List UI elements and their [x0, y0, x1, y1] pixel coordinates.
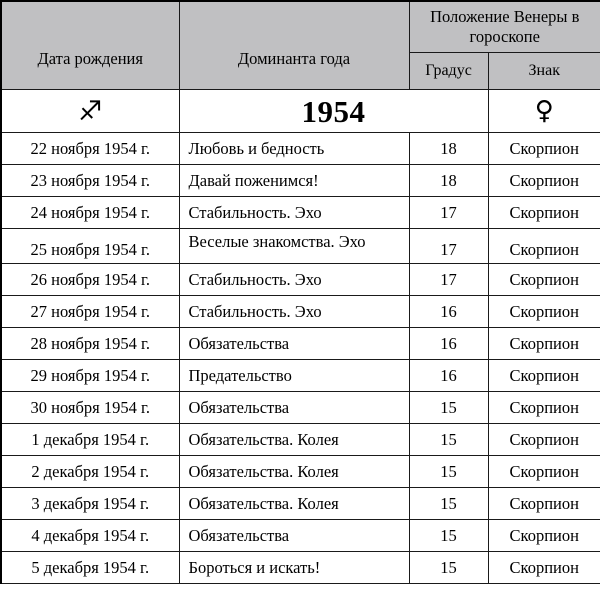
table-header: [1, 1, 600, 90]
cell-birth-date: 1 декабря 1954 г.: [1, 424, 179, 456]
cell-degree: 17: [409, 197, 488, 229]
table-row: [1, 296, 600, 328]
cell-sign: Скорпион: [488, 456, 600, 488]
planet-symbol-cell: [488, 90, 600, 133]
cell-sign: Скорпион: [488, 488, 600, 520]
cell-degree: 16: [409, 328, 488, 360]
cell-birth-date: 22 ноября 1954 г.: [1, 133, 179, 165]
cell-dominant: Бороться и искать!: [179, 552, 409, 584]
cell-dominant: Обязательства. Колея: [179, 488, 409, 520]
column-header-dominant-label: Доминанта года: [237, 48, 351, 68]
cell-birth-date: 26 ноября 1954 г.: [1, 264, 179, 296]
cell-birth-date: 29 ноября 1954 г.: [1, 360, 179, 392]
cell-birth-date: 23 ноября 1954 г.: [1, 165, 179, 197]
year-band-row: [1, 90, 600, 133]
table-row: [1, 392, 600, 424]
cell-dominant: Стабильность. Эхо: [179, 264, 409, 296]
cell-birth-date: 3 декабря 1954 г.: [1, 488, 179, 520]
venus-icon: ♀: [534, 96, 554, 126]
table-row: [1, 456, 600, 488]
cell-degree: 18: [409, 165, 488, 197]
table-row: [1, 424, 600, 456]
cell-birth-date: 2 декабря 1954 г.: [1, 456, 179, 488]
column-header-dominant: [179, 1, 409, 90]
header-row-top: [1, 1, 600, 53]
year-band: [1, 90, 600, 133]
cell-dominant: Обязательства: [179, 520, 409, 552]
cell-sign: Скорпион: [488, 424, 600, 456]
column-header-degree-label: Градус: [425, 61, 472, 79]
table-row: [1, 229, 600, 264]
cell-degree: 15: [409, 552, 488, 584]
cell-dominant: Стабильность. Эхо: [179, 197, 409, 229]
cell-sign: Скорпион: [488, 328, 600, 360]
column-header-venus-group: [409, 1, 600, 53]
table-row: [1, 133, 600, 165]
cell-birth-date: 24 ноября 1954 г.: [1, 197, 179, 229]
cell-degree: 17: [409, 229, 488, 264]
cell-birth-date: 4 декабря 1954 г.: [1, 520, 179, 552]
column-header-birth-date: [1, 1, 179, 90]
cell-dominant: Предательство: [179, 360, 409, 392]
cell-sign: Скорпион: [488, 197, 600, 229]
cell-degree: 18: [409, 133, 488, 165]
cell-sign: Скорпион: [488, 360, 600, 392]
cell-sign: Скорпион: [488, 520, 600, 552]
column-header-degree: [409, 53, 488, 90]
cell-dominant: Стабильность. Эхо: [179, 296, 409, 328]
cell-dominant: Обязательства: [179, 328, 409, 360]
cell-birth-date: 28 ноября 1954 г.: [1, 328, 179, 360]
column-header-sign: [488, 53, 600, 90]
cell-degree: 15: [409, 456, 488, 488]
cell-sign: Скорпион: [488, 296, 600, 328]
cell-degree: 15: [409, 520, 488, 552]
cell-sign: Скорпион: [488, 229, 600, 264]
column-header-sign-label: Знак: [528, 61, 560, 79]
cell-degree: 16: [409, 296, 488, 328]
cell-degree: 17: [409, 264, 488, 296]
cell-birth-date: 30 ноября 1954 г.: [1, 392, 179, 424]
cell-dominant: Обязательства. Колея: [179, 424, 409, 456]
cell-sign: Скорпион: [488, 165, 600, 197]
table-row: [1, 328, 600, 360]
table-row: [1, 488, 600, 520]
table-row: [1, 552, 600, 584]
column-header-birth-date-label: Дата рождения: [37, 48, 143, 68]
table-row: [1, 360, 600, 392]
year-label: 1954: [179, 90, 488, 133]
cell-degree: 15: [409, 392, 488, 424]
cell-sign: Скорпион: [488, 133, 600, 165]
cell-dominant: Веселые знакомства. Эхо: [179, 229, 409, 264]
column-header-venus-group-label: Положение Венеры в гороскопе: [430, 7, 580, 46]
cell-birth-date: 25 ноября 1954 г.: [1, 229, 179, 264]
cell-sign: Скорпион: [488, 264, 600, 296]
table-row: [1, 520, 600, 552]
cell-sign: Скорпион: [488, 552, 600, 584]
cell-dominant: Обязательства. Колея: [179, 456, 409, 488]
cell-dominant: Обязательства: [179, 392, 409, 424]
cell-degree: 15: [409, 424, 488, 456]
cell-dominant: Давай поженимся!: [179, 165, 409, 197]
cell-degree: 16: [409, 360, 488, 392]
zodiac-symbol-cell: [1, 90, 179, 133]
sagittarius-icon: ♐: [78, 95, 103, 127]
cell-birth-date: 5 декабря 1954 г.: [1, 552, 179, 584]
table-row: [1, 165, 600, 197]
cell-birth-date: 27 ноября 1954 г.: [1, 296, 179, 328]
table-row: [1, 197, 600, 229]
cell-sign: Скорпион: [488, 392, 600, 424]
table-body: [1, 133, 600, 584]
cell-dominant: Любовь и бедность: [179, 133, 409, 165]
table-row: [1, 264, 600, 296]
cell-degree: 15: [409, 488, 488, 520]
